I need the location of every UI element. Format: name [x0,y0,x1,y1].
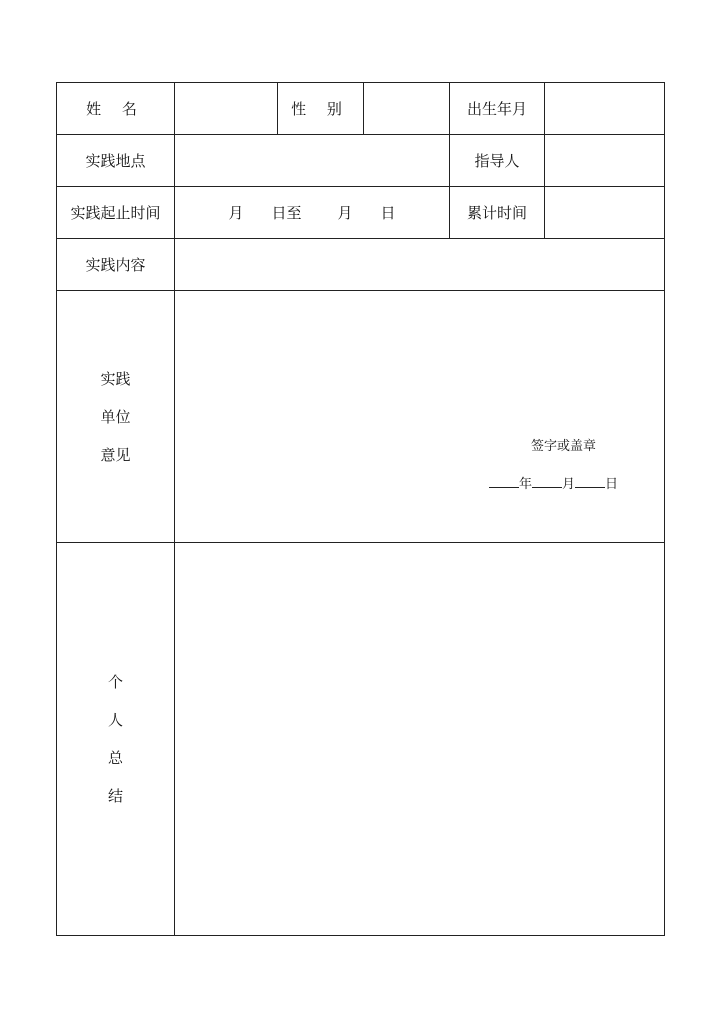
gender-field[interactable] [364,83,450,135]
content-field[interactable] [175,239,665,291]
total-time-label: 累计时间 [450,187,545,239]
period-label: 实践起止时间 [57,187,175,239]
birth-date-label: 出生年月 [450,83,545,135]
form-row-basic-info [57,83,665,135]
period-field[interactable] [175,187,450,239]
personal-summary-field[interactable] [175,543,665,936]
name-field[interactable] [175,83,278,135]
supervisor-label: 指导人 [450,135,545,187]
form-row-personal-summary [57,543,665,936]
unit-opinion-label [57,291,175,543]
summary-label-line-2: 人 [107,711,123,729]
location-field[interactable] [175,135,450,187]
unit-opinion-label-line-2: 单位 [100,407,131,426]
form-row-location [57,135,665,187]
supervisor-field[interactable] [545,135,665,187]
form-row-content [57,239,665,291]
summary-label-line-3: 总 [107,749,123,767]
total-time-field[interactable] [545,187,665,239]
content-label: 实践内容 [57,239,175,291]
practice-form-table [56,82,665,936]
gender-label: 性 别 [278,83,364,135]
month-blank[interactable] [532,476,562,488]
year-blank[interactable] [489,476,519,488]
unit-opinion-label-line-1: 实践 [100,369,131,388]
signature-stamp-label: 签字或盖章 [531,439,597,454]
unit-opinion-label-line-3: 意见 [100,445,131,464]
location-label: 实践地点 [57,135,175,187]
day-label: 日 [605,477,619,492]
year-label: 年 [519,477,533,492]
period-end-month: 月 [337,204,353,222]
day-blank[interactable] [575,476,605,488]
name-label: 姓 名 [57,83,175,135]
period-start-month: 月 [228,204,244,222]
period-end-day: 日 [380,204,396,222]
form-row-period [57,187,665,239]
summary-label-line-1: 个 [107,673,123,691]
birth-date-field[interactable] [545,83,665,135]
period-start-day: 日至 [271,204,302,222]
unit-opinion-field[interactable] [175,291,665,543]
personal-summary-label [57,543,175,936]
form-row-unit-opinion [57,291,665,543]
period-date-range [175,202,449,223]
opinion-date-line [489,473,618,492]
month-label: 月 [562,477,576,492]
summary-label-line-4: 结 [107,787,123,805]
